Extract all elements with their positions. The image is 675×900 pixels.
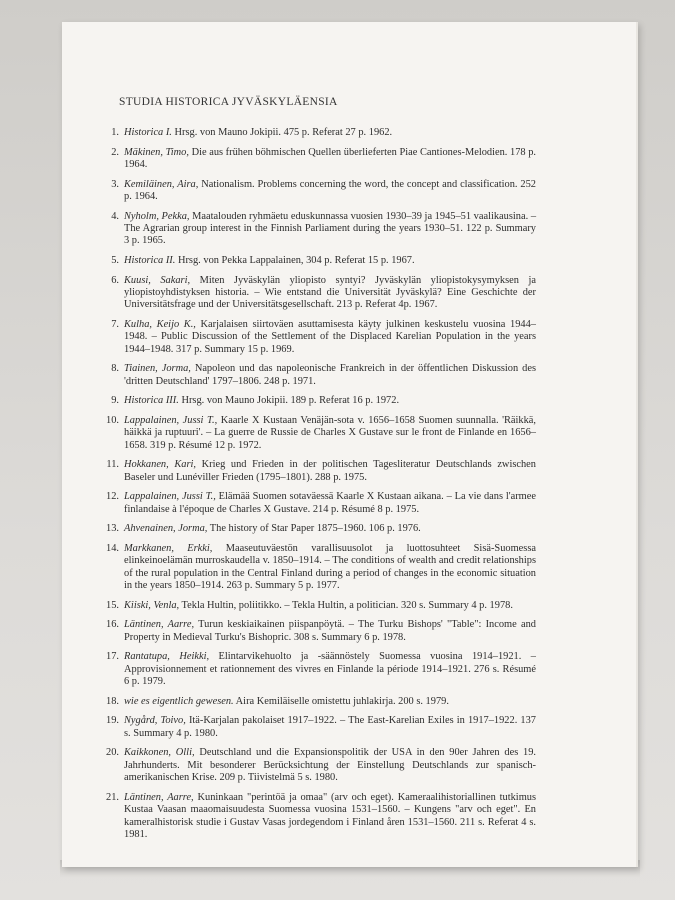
entry-author: Historica III.: [124, 395, 179, 407]
entry-description: Krieg und Frieden in der politischen Tagesliteratur Deutschlands zwischen Baseler und Lunéviller Frieden (1795–1801). 288 p. 1975.: [124, 459, 536, 483]
entry-text: [124, 651, 536, 688]
entry-text: [124, 715, 536, 740]
list-item: [100, 415, 536, 452]
publication-list: [100, 127, 536, 849]
entry-number: 11.: [106, 459, 119, 471]
entry-text: [124, 255, 536, 267]
entry-author: Tiainen, Jorma,: [124, 363, 191, 375]
entry-author: Markkanen, Erkki,: [124, 543, 213, 554]
entry-author: Kiiski, Venla,: [124, 599, 180, 611]
entry-description: Tekla Hultin, poliitikko. – Tekla Hultin, a politician. 320 s. Summary 4 p. 1978.: [179, 599, 513, 611]
entry-text: [124, 415, 536, 452]
entry-author: Kuusi, Sakari,: [124, 274, 191, 286]
entry-number: 8.: [111, 363, 119, 375]
entry-number: 16.: [106, 619, 119, 631]
list-item: [100, 147, 536, 172]
entry-text: [124, 211, 536, 248]
entry-number: 6.: [111, 274, 119, 286]
entry-text: [124, 792, 536, 842]
list-item: [100, 275, 536, 312]
entry-text: [124, 319, 536, 356]
list-item: [100, 792, 536, 842]
entry-description: Elämää Suomen sotaväessä Kaarle X Kustaan aikana. – La vie dans l'armee finlandaise à l'époque de Charles X Gustave. 214 p. Résumé 8 p. 1975.: [124, 491, 536, 515]
entry-author: Kulha, Keijo K.,: [124, 319, 196, 330]
entry-text: [124, 147, 536, 172]
entry-author: Lappalainen, Jussi T.,: [124, 491, 216, 503]
entry-author: Kemiläinen, Aira,: [124, 178, 199, 190]
list-item: [100, 651, 536, 688]
entry-author: Rantatupa, Heikki,: [124, 651, 210, 663]
list-item: [100, 127, 536, 139]
list-item: [100, 395, 536, 407]
entry-number: 5.: [111, 255, 119, 266]
entry-description: Karjalaisen siirtoväen asuttamisesta käyty julkinen keskustelu vuosina 1944–1948. – Public Discussion of the Settlement of the Displaced Karelian Population in the years 1944–1948. 317 p. Summary 15 p. 1969.: [124, 319, 536, 355]
entry-description: Elintarvikehuolto ja -säännöstely Suomessa vuosina 1914–1921. – Approvisionnement et rationnement des vivres en Finlande la période 1914–1921. 276 s. Résumé 6 p. 1979.: [124, 651, 536, 688]
entry-description: Itä-Karjalan pakolaiset 1917–1922. – The East-Karelian Exiles in 1917–1922. 137 s. Summary 4 p. 1980.: [124, 715, 537, 739]
entry-description: Hrsg. von Mauno Jokipii. 189 p. Referat 16 p. 1972.: [178, 395, 400, 407]
entry-number: 1.: [111, 127, 119, 138]
entry-description: Kaarle X Kustaan Venäjän-sota v. 1656–1658 Suomen suunnalla. 'Räikkä, häikkä ja ruptuuri'. – La guerre de Russie de Charles X Gustave sur le front de Finlande en 1656–1658. 319 p. Résumé 12 p. 1972.: [124, 415, 536, 451]
entry-text: [124, 523, 536, 535]
entry-text: [124, 459, 536, 484]
entry-text: [124, 619, 536, 644]
entry-author: Mäkinen, Timo,: [124, 146, 189, 158]
entry-author: Historica II.: [124, 255, 176, 266]
entry-description: Die aus frühen böhmischen Quellen überlieferten Piae Cantiones-Melodien. 178 p. 1964.: [124, 146, 537, 170]
list-item: [100, 363, 536, 388]
entry-number: 9.: [111, 395, 119, 407]
entry-text: [124, 543, 536, 593]
list-item: [100, 211, 536, 248]
entry-text: [124, 696, 536, 708]
entry-number: 13.: [106, 523, 119, 535]
entry-description: Napoleon und das napoleonische Frankreich in der öffentlichen Diskussion des 'dritten Deutschland' 1797–1806. 248 p. 1971.: [124, 363, 536, 387]
entry-author: wie es eigentlich gewesen.: [124, 695, 234, 707]
entry-author: Hokkanen, Kari,: [124, 459, 196, 471]
entry-author: Lappalainen, Jussi T.,: [124, 415, 218, 426]
entry-author: Nyholm, Pekka,: [124, 210, 190, 222]
entry-author: Kaikkonen, Olli,: [124, 747, 195, 759]
entry-text: [124, 600, 536, 612]
entry-number: 19.: [106, 715, 119, 727]
entry-text: [124, 395, 536, 407]
entry-text: [124, 179, 536, 204]
entry-number: 12.: [106, 491, 119, 503]
entry-description: Hrsg. von Pekka Lappalainen, 304 p. Referat 15 p. 1967.: [175, 255, 415, 266]
entry-number: 3.: [111, 178, 119, 190]
list-item: [100, 491, 536, 516]
series-title: STUDIA HISTORICA JYVÄSKYLÄENSIA: [119, 96, 338, 108]
entry-description: Maatalouden ryhmäetu eduskunnassa vuosien 1930–39 ja 1945–51 vaalikausina. – The Agrarian group interest in the Finnish Parliament during the years 1930–51. 122 p. Summary 3 p. 1965.: [124, 210, 537, 247]
entry-number: 15.: [106, 599, 119, 611]
list-item: [100, 179, 536, 204]
entry-number: 10.: [106, 415, 119, 426]
entry-text: [124, 275, 536, 312]
entry-description: Turun keskiaikainen piispanpöytä. – The Turku Bishops' "Table": Income and Property in Medieval Turku's Bishopric. 308 s. Summary 6 p. 1978.: [124, 619, 537, 643]
list-item: [100, 543, 536, 593]
entry-description: Deutschland und die Expansionspolitik der USA in den 90er Jahren des 19. Jahrhunderts. Mit besonderer Berücksichtung der Einstellung Deutschlands zur spanisch-amerikanischen Krise. 209 p. Tiivistelmä 5 s. 1980.: [124, 747, 536, 784]
entry-description: The history of Star Paper 1875–1960. 106 p. 1976.: [207, 523, 421, 535]
entry-text: [124, 363, 536, 388]
entry-number: 2.: [111, 146, 119, 158]
list-item: [100, 619, 536, 644]
entry-author: Läntinen, Aarre,: [124, 619, 195, 631]
list-item: [100, 715, 536, 740]
entry-number: 4.: [111, 210, 119, 222]
list-item: [100, 319, 536, 356]
entry-description: Aira Kemiläiselle omistettu juhlakirja. 200 s. 1979.: [233, 695, 449, 707]
entry-text: [124, 491, 536, 516]
list-item: [100, 459, 536, 484]
entry-number: 14.: [106, 543, 119, 554]
entry-description: Nationalism. Problems concerning the word, the concept and classification. 252 p. 1964.: [124, 178, 536, 202]
entry-author: Ahvenainen, Jorma,: [124, 523, 208, 535]
entry-author: Historica I.: [124, 127, 172, 138]
entry-author: Läntinen, Aarre,: [124, 791, 194, 803]
entry-description: Maaseutuväestön varallisuusolot ja luottosuhteet Sisä-Suomessa elinkeinoelämän murroskaudella v. 1850–1914. – The conditions of wealth and credit relationships of the rural population in the Central Finland during a period of changes in the economic situation in the years 1850–1914. 263 p. Summary 5 p. 1977.: [124, 543, 536, 592]
entry-description: Kuninkaan "perintöä ja omaa" (arv och eget). Kameraalihistoriallinen tutkimus Kustaa Vaasan maaomaisuudesta Suomessa vuosina 1531–1560. – Kungens "arv och eget". En kameralhistorisk studie i Gustav Vasas jordegendom i Finland åren 1531–1560. 211 s. Referat 4 s. 1981.: [124, 791, 537, 841]
entry-number: 17.: [106, 651, 119, 663]
entry-number: 18.: [106, 695, 119, 707]
entry-description: Hrsg. von Mauno Jokipii. 475 p. Referat 27 p. 1962.: [171, 127, 393, 138]
list-item: [100, 255, 536, 267]
entry-text: [124, 127, 536, 139]
entry-number: 20.: [106, 747, 119, 759]
list-item: [100, 747, 536, 784]
list-item: [100, 600, 536, 612]
entry-author: Nygård, Toivo,: [124, 715, 186, 727]
entry-number: 21.: [106, 791, 119, 803]
list-item: [100, 696, 536, 708]
entry-description: Miten Jyväskylän yliopisto syntyi? Jyväskylän yliopistokysymyksen ja yliopistoyhdistyksen historia. – Wie entstand die Universität Jyväskylä? Eine Geschichte der Universitätsfrage und der Universitätsgesellschaft. 213 p. Referat 4p. 1967.: [124, 274, 536, 311]
list-item: [100, 523, 536, 535]
entry-number: 7.: [111, 319, 119, 330]
entry-text: [124, 747, 536, 784]
